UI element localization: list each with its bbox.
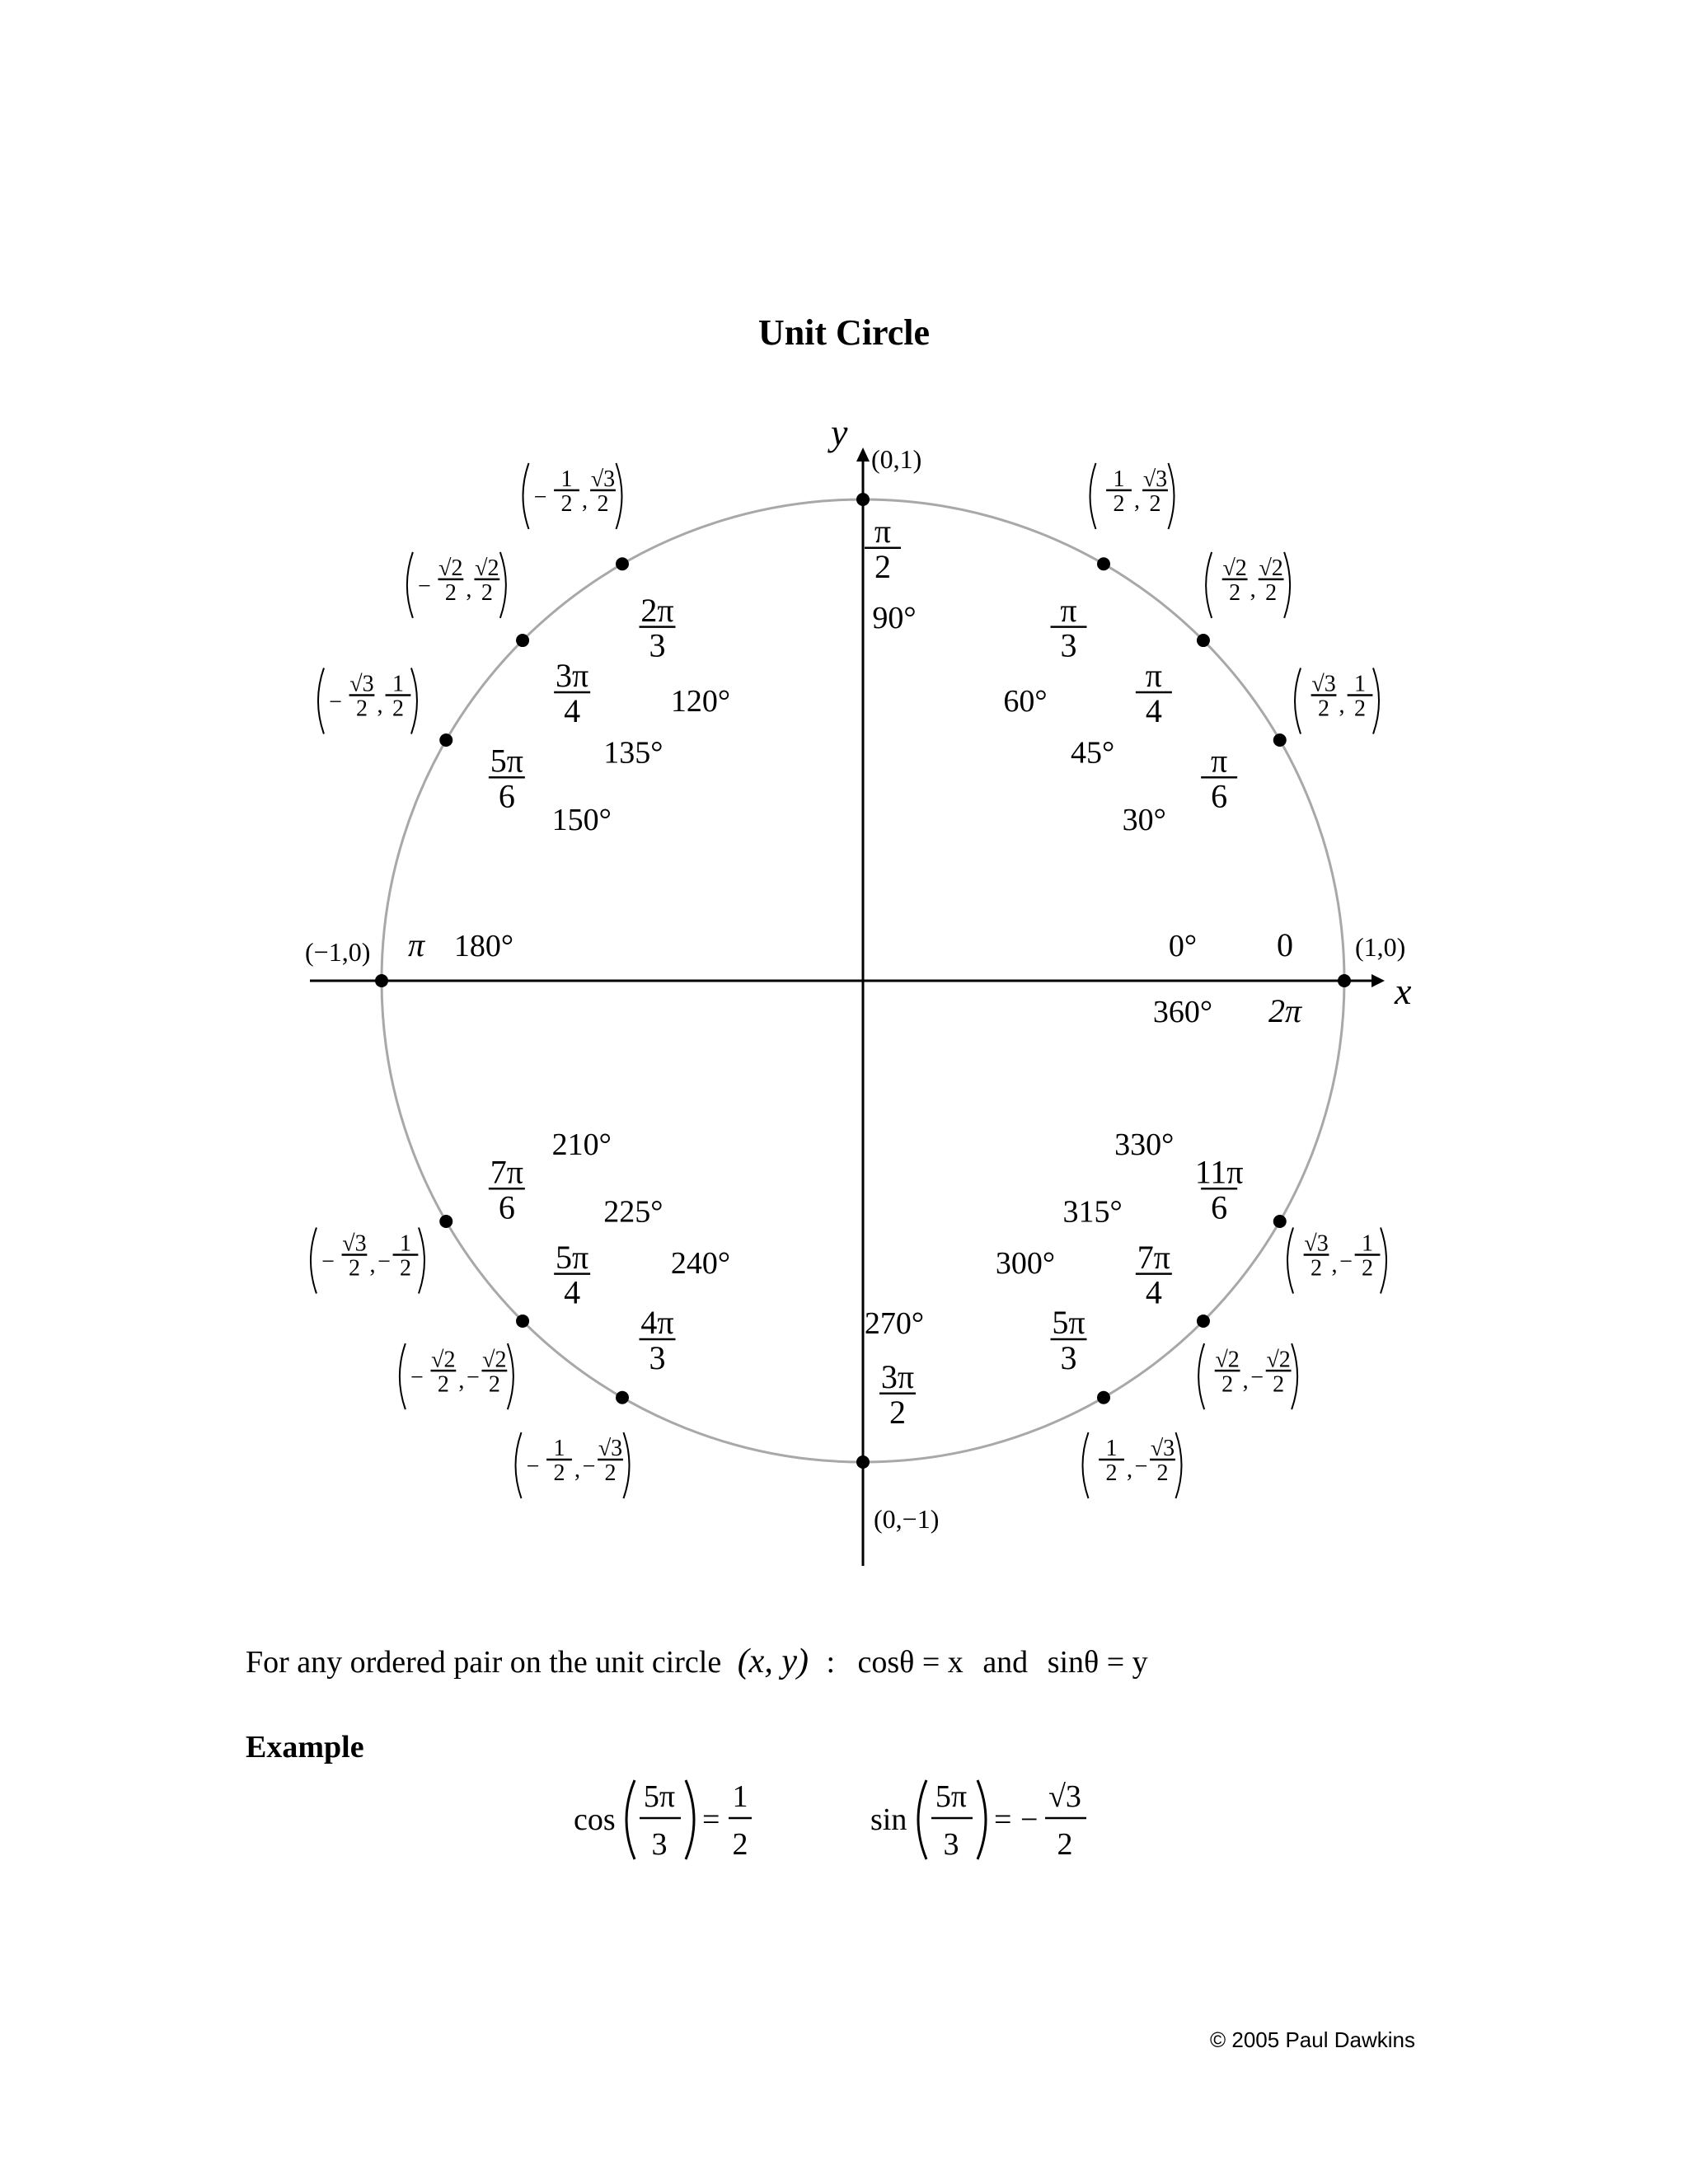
coord-y-num: √2: [1266, 1347, 1291, 1373]
radian-label-210-num: 7π: [490, 1153, 523, 1191]
coord-right-paren: [617, 463, 622, 529]
example-cos-left-paren: [626, 1780, 635, 1859]
coord-y-den: 2: [481, 580, 493, 607]
coord-x-num: √2: [438, 555, 463, 582]
coord-y-sign: −: [466, 1365, 480, 1391]
degree-label-300: 300°: [995, 1246, 1056, 1282]
radian-label-210-den: 6: [498, 1188, 515, 1226]
coord-left-paren: [407, 552, 413, 618]
point-270: [856, 1455, 870, 1469]
coord-y-num: √2: [1259, 555, 1283, 582]
coord-right-paren: [1292, 1343, 1297, 1409]
coord-comma: ,: [1242, 1368, 1249, 1394]
degree-label-330: 330°: [1114, 1127, 1175, 1162]
radian-label-30-num: π: [1211, 742, 1228, 780]
coord-label-315: [1198, 1343, 1297, 1409]
degree-label-180: 180°: [453, 929, 514, 963]
example-cos-fn: cos: [574, 1802, 616, 1837]
coord-label-30: [1295, 668, 1379, 734]
coord-left-paren: [1206, 552, 1212, 618]
coord-left-paren: [318, 668, 324, 734]
coord-label-45: [1206, 552, 1290, 618]
degree-label-60: 60°: [1003, 683, 1048, 719]
coord-label-210: [311, 1228, 424, 1294]
point-225: [516, 1315, 529, 1328]
radian-label-240-den: 3: [649, 1338, 666, 1376]
relation-and: and: [982, 1645, 1029, 1680]
coord-label-135: [407, 552, 506, 618]
coord-y-num: √3: [1142, 466, 1168, 493]
coord-comma: ,: [369, 1252, 376, 1278]
radian-label-270-den: 2: [889, 1393, 906, 1431]
coord-y-den: 2: [1362, 1255, 1374, 1282]
coord-y-num: 1: [1354, 671, 1367, 697]
coord-y-num: √2: [482, 1347, 507, 1373]
coord-y-den: 2: [1156, 1460, 1169, 1487]
example-cos-res-num: 1: [732, 1779, 748, 1814]
coord-x-num: √3: [342, 1230, 367, 1257]
coord-x-den: 2: [1229, 580, 1241, 607]
radian-label-0: 0: [1277, 926, 1293, 963]
coord-x-num: √3: [1311, 671, 1336, 697]
coord-left-paren: [1083, 1432, 1089, 1498]
coord-comma: ,: [377, 692, 383, 719]
coord-y-num: √3: [1150, 1436, 1175, 1462]
coord-x-num: 1: [560, 466, 573, 493]
coord-x-num: 1: [1113, 466, 1125, 493]
coord-x-sign: −: [417, 573, 431, 599]
relation-pair: (x, y): [737, 1643, 809, 1680]
coord-right-paren: [1373, 668, 1379, 734]
example-sin-right-paren: [978, 1780, 986, 1859]
coord-right-paren: [411, 668, 417, 734]
coord-right-paren: [624, 1432, 630, 1498]
coord-left-paren: [1090, 463, 1096, 529]
radian-label-90-num: π: [874, 513, 892, 550]
coord-comma: ,: [1339, 692, 1345, 719]
degree-label-360: 360°: [1152, 995, 1213, 1029]
coord-left-paren: [1295, 668, 1301, 734]
radian-label-45-num: π: [1145, 657, 1162, 695]
example-heading: Example: [246, 1730, 364, 1765]
point-90: [856, 493, 870, 506]
example-sin-res-num: √3: [1048, 1779, 1081, 1814]
coord-label-330: [1287, 1228, 1386, 1294]
coord-left-paren: [400, 1343, 406, 1409]
coord-right-paren: [1169, 463, 1175, 529]
radian-label-315-num: 7π: [1137, 1238, 1170, 1276]
coord-x-den: 2: [444, 580, 457, 607]
radian-label-330-num: 11π: [1194, 1153, 1244, 1191]
coord-y-num: √3: [598, 1436, 623, 1462]
coord-y-num: 1: [1362, 1230, 1374, 1257]
coord-label-60: [1090, 463, 1175, 529]
radian-label-60-den: 3: [1060, 626, 1077, 664]
radian-label-240-num: 4π: [640, 1304, 674, 1342]
coord-y-den: 2: [597, 491, 609, 518]
coord-x-num: 1: [1105, 1436, 1118, 1462]
radian-label-45-den: 4: [1145, 691, 1162, 729]
coord-left-paren: [311, 1228, 316, 1294]
coord-x-den: 2: [1318, 696, 1330, 722]
relation-prefix: For any ordered pair on the unit circle: [246, 1645, 722, 1680]
point-240: [616, 1391, 629, 1404]
coord-comma: ,: [1134, 487, 1140, 513]
copyright: © 2005 Paul Dawkins: [1210, 2027, 1415, 2052]
degree-label-150: 150°: [551, 803, 612, 837]
coord-y-den: 2: [399, 1255, 411, 1282]
coord-x-num: √2: [1215, 1347, 1240, 1373]
coord-comma: ,: [458, 1368, 465, 1394]
coord-comma: ,: [466, 576, 472, 602]
coord-y-den: 2: [1149, 491, 1161, 518]
coord-right-paren: [419, 1228, 424, 1294]
coord-comma: ,: [1250, 576, 1256, 602]
angle-labels: [408, 513, 1302, 1431]
radian-label-120-num: 2π: [640, 591, 674, 629]
coord-y-den: 2: [392, 696, 404, 722]
coord-x-num: √3: [349, 671, 374, 697]
coord-x-den: 2: [437, 1371, 449, 1398]
coord-left-paren: [1287, 1228, 1293, 1294]
example-sin-left-paren: [918, 1780, 926, 1859]
degree-label-210: 210°: [551, 1127, 612, 1162]
coord-x-num: √3: [1304, 1230, 1329, 1257]
coord-left-paren: [1198, 1343, 1204, 1409]
coord-right-paren: [500, 552, 506, 618]
y-axis-label: y: [831, 411, 848, 453]
coord-y-num: √3: [590, 466, 616, 493]
x-axis-label: x: [1395, 970, 1412, 1012]
intercept-top: (0,1): [871, 444, 922, 474]
relation-cos: cosθ = x: [857, 1645, 964, 1680]
degree-label-45: 45°: [1070, 735, 1115, 771]
coord-x-num: √2: [1222, 555, 1247, 582]
coord-label-225: [400, 1343, 513, 1409]
point-120: [616, 557, 629, 570]
example-sin-fn: sin: [870, 1802, 907, 1837]
example-sin-res-den: 2: [1057, 1827, 1073, 1862]
degree-label-315: 315°: [1062, 1194, 1123, 1230]
degree-label-225: 225°: [603, 1194, 663, 1230]
degree-label-120: 120°: [670, 683, 731, 719]
x-axis-arrow: [1372, 974, 1385, 987]
point-0: [1338, 974, 1351, 987]
coord-comma: ,: [574, 1457, 580, 1483]
radian-label-150-den: 6: [498, 777, 515, 815]
coord-label-120: [523, 463, 622, 529]
coord-y-den: 2: [1354, 696, 1367, 722]
point-180: [375, 974, 388, 987]
coord-y-num: 1: [392, 671, 404, 697]
radian-label-270-num: 3π: [880, 1358, 915, 1395]
coord-x-den: 2: [1113, 491, 1125, 518]
radian-label-120-den: 3: [649, 626, 666, 664]
coord-x-sign: −: [321, 1249, 335, 1275]
radian-label-225-num: 5π: [556, 1238, 589, 1276]
coord-y-den: 2: [1265, 580, 1278, 607]
degree-label-240: 240°: [670, 1246, 731, 1282]
radian-label-90-den: 2: [874, 547, 891, 585]
example-equations: [0, 1764, 1688, 1879]
relation-colon: :: [826, 1645, 836, 1680]
coord-x-sign: −: [533, 484, 547, 510]
radian-label-300-num: 5π: [1052, 1304, 1085, 1342]
coord-x-den: 2: [553, 1460, 565, 1487]
coord-y-den: 2: [1273, 1371, 1285, 1398]
point-45: [1197, 634, 1210, 647]
coord-right-paren: [508, 1343, 513, 1409]
coord-y-den: 2: [488, 1371, 500, 1398]
radian-label-2pi: 2π: [1268, 992, 1302, 1029]
coord-x-num: √2: [431, 1347, 456, 1373]
coord-comma: ,: [582, 487, 588, 513]
point-330: [1273, 1215, 1287, 1228]
relation-sin: sinθ = y: [1047, 1645, 1148, 1680]
coord-x-sign: −: [526, 1454, 540, 1480]
coord-label-150: [318, 668, 417, 734]
radian-label-60-num: π: [1060, 591, 1077, 629]
coord-left-paren: [516, 1432, 522, 1498]
coord-label-300: [1083, 1432, 1182, 1498]
coord-y-sign: −: [1339, 1249, 1353, 1275]
page-title: Unit Circle: [757, 312, 931, 353]
point-315: [1197, 1315, 1210, 1328]
coord-x-sign: −: [329, 689, 342, 715]
radian-label-30-den: 6: [1211, 777, 1228, 815]
coord-x-den: 2: [1221, 1371, 1234, 1398]
degree-label-90: 90°: [872, 601, 917, 635]
degree-label-135: 135°: [603, 735, 663, 771]
coord-y-sign: −: [1134, 1454, 1148, 1480]
coord-right-paren: [1284, 552, 1290, 618]
relation-statement: [246, 1642, 1148, 1681]
example-cos-eq: =: [702, 1802, 720, 1837]
coord-label-240: [516, 1432, 630, 1498]
coord-x-sign: −: [410, 1365, 424, 1391]
degree-label-0: 0°: [1168, 929, 1198, 963]
coord-y-sign: −: [1250, 1365, 1264, 1391]
point-300: [1097, 1391, 1110, 1404]
coord-right-paren: [1176, 1432, 1182, 1498]
intercept-left: (−1,0): [305, 937, 371, 967]
coord-x-den: 2: [1105, 1460, 1118, 1487]
coord-y-den: 2: [604, 1460, 617, 1487]
example-sin-arg-den: 3: [943, 1827, 959, 1862]
y-axis-arrow: [856, 448, 870, 462]
example-sin-neg: −: [1020, 1802, 1039, 1837]
radian-label-180: π: [407, 926, 425, 963]
degree-label-30: 30°: [1122, 803, 1166, 837]
point-135: [516, 634, 529, 647]
point-60: [1097, 557, 1110, 570]
coord-y-num: 1: [399, 1230, 411, 1257]
coord-comma: ,: [1127, 1457, 1132, 1483]
coord-x-den: 2: [355, 696, 368, 722]
coord-y-sign: −: [377, 1249, 391, 1275]
intercept-bottom: (0,−1): [874, 1504, 940, 1534]
coord-x-den: 2: [560, 491, 573, 518]
example-cos-res-den: 2: [732, 1827, 748, 1862]
radian-label-225-den: 4: [564, 1273, 581, 1311]
radian-label-330-den: 6: [1211, 1188, 1228, 1226]
coord-y-num: √2: [475, 555, 499, 582]
point-30: [1273, 733, 1287, 747]
radian-label-300-den: 3: [1060, 1338, 1077, 1376]
radian-label-315-den: 4: [1145, 1273, 1162, 1311]
example-sin-arg-num: 5π: [935, 1779, 968, 1814]
coord-comma: ,: [1331, 1252, 1338, 1278]
example-cos-arg-den: 3: [651, 1827, 668, 1862]
coord-right-paren: [1381, 1228, 1386, 1294]
example-cos-arg-num: 5π: [643, 1779, 676, 1814]
example-cos-right-paren: [686, 1780, 694, 1859]
radian-label-150-num: 5π: [490, 742, 523, 780]
coord-left-paren: [523, 463, 529, 529]
coord-x-den: 2: [348, 1255, 360, 1282]
point-150: [439, 733, 452, 747]
coord-y-sign: −: [582, 1454, 596, 1480]
radian-label-135-num: 3π: [556, 657, 589, 695]
intercept-right: (1,0): [1355, 932, 1406, 962]
radian-label-135-den: 4: [564, 691, 581, 729]
coord-x-den: 2: [1311, 1255, 1323, 1282]
degree-label-270: 270°: [864, 1306, 925, 1341]
coord-x-num: 1: [553, 1436, 565, 1462]
point-210: [439, 1215, 452, 1228]
example-sin-eq: =: [994, 1802, 1012, 1837]
